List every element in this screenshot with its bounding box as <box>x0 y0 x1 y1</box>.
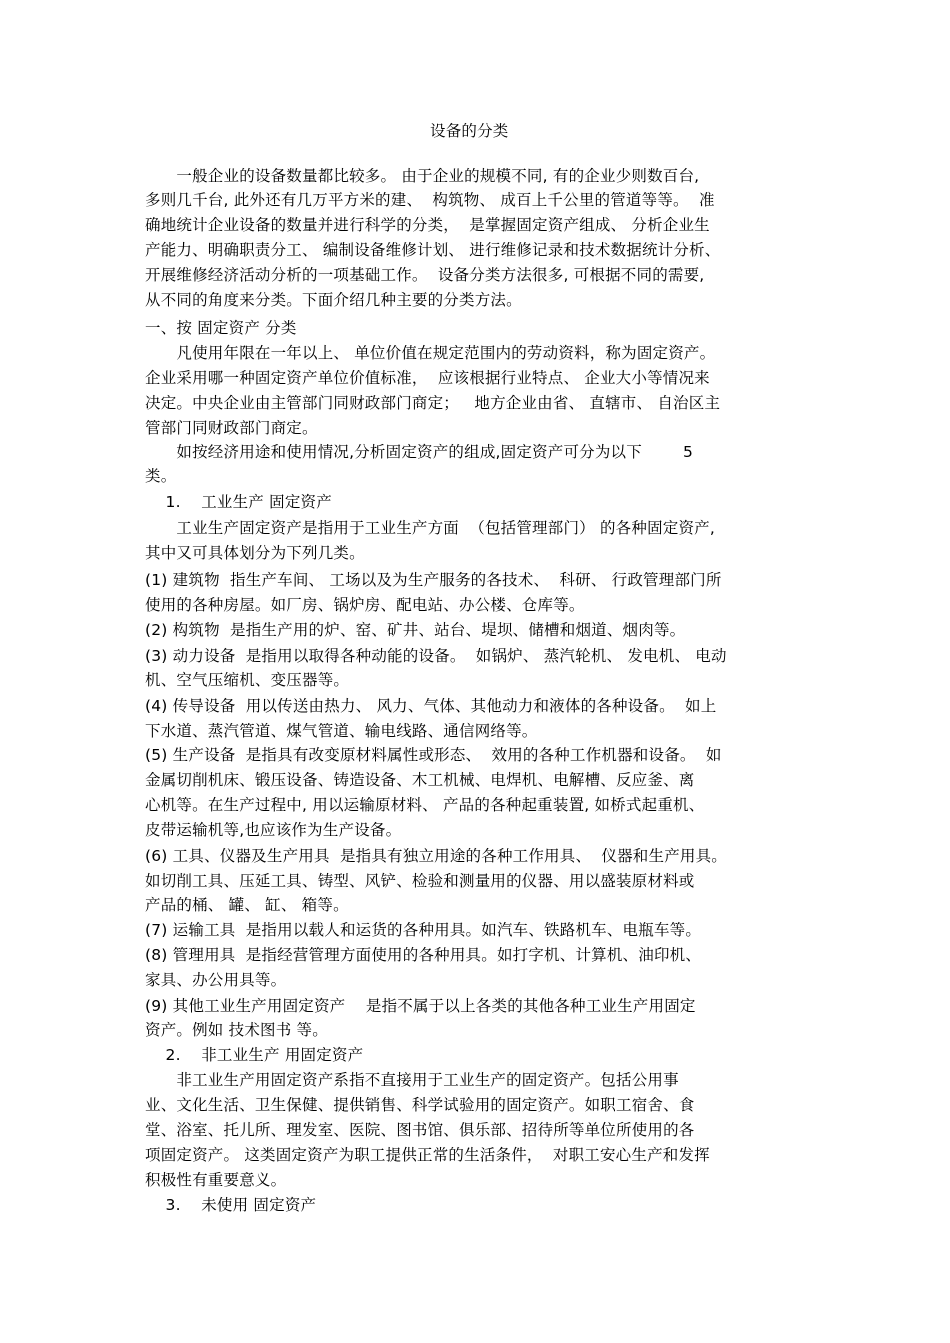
text-line: 资产。例如 技术图书 等。 <box>145 1021 328 1039</box>
text-line: 心机等。在生产过程中, 用以运输原材料、 产品的各种起重装置, 如桥式起重机、 <box>145 796 705 814</box>
text-line: 积极性有重要意义。 <box>145 1171 287 1189</box>
list-item: (7) 运输工具 是指用以载人和运货的各种用具。如汽车、铁路机车、电瓶车等。 <box>145 921 702 939</box>
text-line: 如按经济用途和使用情况,分析固定资产的组成,固定资产可分为以下 5 <box>145 443 694 461</box>
list-item: (5) 生产设备 是指具有改变原材料属性或形态、 效用的各种工作机器和设备。 如 <box>145 746 722 764</box>
text-line: 机、空气压缩机、变压器等。 <box>145 671 350 689</box>
list-item: (2) 构筑物 是指生产用的炉、窑、矿井、站台、堤坝、储槽和烟道、烟肉等。 <box>145 621 686 639</box>
list-item: (4) 传导设备 用以传送由热力、 风力、气体、其他动力和液体的各种设备。 如上 <box>145 697 717 715</box>
text-line: 业、文化生活、卫生保健、提供销售、科学试验用的固定资产。如职工宿舍、食 <box>145 1096 695 1114</box>
text-line: 决定。中央企业由主管部门同财政部门商定； 地方企业由省、 直辖市、 自治区主 <box>145 394 721 412</box>
section-heading: 一、按 固定资产 分类 <box>145 319 297 337</box>
list-item: (6) 工具、仪器及生产用具 是指具有独立用途的各种工作用具、 仪器和生产用具。 <box>145 847 727 865</box>
text-line: 使用的各种房屋。如厂房、锅炉房、配电站、办公楼、仓库等。 <box>145 596 585 614</box>
text-line: 开展维修经济活动分析的一项基础工作。 设备分类方法很多, 可根据不同的需要, <box>145 266 705 284</box>
text-line: 家具、办公用具等。 <box>145 971 287 989</box>
text-line: 皮带运输机等,也应该作为生产设备。 <box>145 821 402 839</box>
text-line: 确地统计企业设备的数量并进行科学的分类， 是掌握固定资产组成、 分析企业生 <box>145 216 710 234</box>
text-line: 如切削工具、压延工具、铸型、风铲、检验和测量用的仪器、用以盛装原材料或 <box>145 872 695 890</box>
list-item: (3) 动力设备 是指用以取得各种动能的设备。 如锅炉、 蒸汽轮机、 发电机、 电动 <box>145 647 727 665</box>
text-line: 产品的桶、 罐、 缸、 箱等。 <box>145 896 349 914</box>
text-line: 金属切削机床、锻压设备、铸造设备、木工机械、电焊机、电解槽、反应釜、离 <box>145 771 695 789</box>
text-line: 非工业生产用固定资产系指不直接用于工业生产的固定资产。包括公用事 <box>145 1071 679 1089</box>
list-item: (1) 建筑物 指生产车间、 工场以及为生产服务的各技术、 科研、 行政管理部门所 <box>145 571 722 589</box>
text-line: 凡使用年限在一年以上、 单位价值在规定范围内的劳动资料，称为固定资产。 <box>145 344 716 362</box>
page-title: 设备的分类 <box>430 122 509 140</box>
text-line: 其中又可具体划分为下列几类。 <box>145 544 365 562</box>
subsection-heading: 3. 未使用 固定资产 <box>145 1196 317 1214</box>
text-line: 下水道、蒸汽管道、煤气管道、输电线路、通信网络等。 <box>145 722 538 740</box>
text-line: 一般企业的设备数量都比较多。 由于企业的规模不同, 有的企业少则数百台, <box>145 167 700 185</box>
text-line: 堂、浴室、托儿所、理发室、医院、图书馆、俱乐部、招待所等单位所使用的各 <box>145 1121 695 1139</box>
text-line: 产能力、明确职责分工、 编制设备维修计划、 进行维修记录和技术数据统计分析、 <box>145 241 721 259</box>
subsection-heading: 2. 非工业生产 用固定资产 <box>145 1046 364 1064</box>
text-line: 项固定资产。 这类固定资产为职工提供正常的生活条件， 对职工安心生产和发挥 <box>145 1146 710 1164</box>
list-item: (8) 管理用具 是指经营管理方面使用的各种用具。如打字机、计算机、油印机、 <box>145 946 702 964</box>
text-line: 管部门同财政部门商定。 <box>145 419 318 437</box>
text-line: 企业采用哪一种固定资产单位价值标准， 应该根据行业特点、 企业大小等情况来 <box>145 369 710 387</box>
text-line: 多则几千台, 此外还有几万平方米的建、 构筑物、 成百上千公里的管道等等。 准 <box>145 191 715 209</box>
text-line: 类。 <box>145 467 177 485</box>
list-item: (9) 其他工业生产用固定资产 是指不属于以上各类的其他各种工业生产用固定 <box>145 997 696 1015</box>
text-line: 从不同的角度来分类。下面介绍几种主要的分类方法。 <box>145 291 522 309</box>
subsection-heading: 1. 工业生产 固定资产 <box>145 493 332 511</box>
text-line: 工业生产固定资产是指用于工业生产方面 （包括管理部门） 的各种固定资产, <box>145 519 716 537</box>
